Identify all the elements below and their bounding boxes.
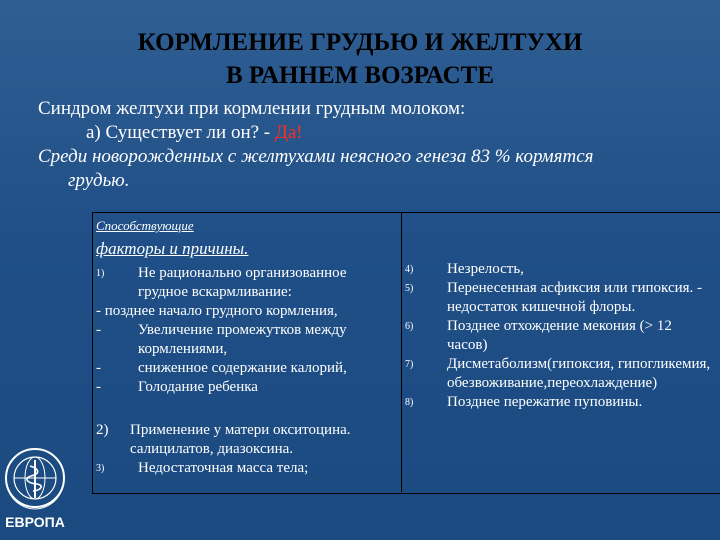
title-line-2: В РАННЕМ ВОЗРАСТЕ <box>225 62 495 89</box>
item-text: Голодание ребенка <box>138 379 258 395</box>
list-item <box>405 393 715 412</box>
item-text: Не рационально организованное грудное вскармливание: <box>138 265 347 300</box>
item-marker: - <box>96 322 101 338</box>
list-item <box>405 260 715 279</box>
item-marker: 6) <box>405 321 414 332</box>
item-text: Применение у матери окситоцина. салицилатов, диазоксина. <box>130 422 351 457</box>
item-marker: 5) <box>405 283 414 294</box>
item-text: Увеличение промежутков между кормлениями, <box>138 322 347 357</box>
item-marker: 7) <box>405 359 414 370</box>
item-text: сниженное содержание калорий, <box>138 360 347 376</box>
list-item <box>96 302 396 321</box>
who-emblem-icon <box>4 446 66 512</box>
list-item <box>96 378 396 397</box>
item-marker: 3) <box>96 463 105 474</box>
list-item <box>96 264 396 302</box>
intro-text <box>38 97 698 193</box>
who-europe-logo <box>4 446 66 536</box>
intro-line-2 <box>38 121 698 145</box>
list-item <box>405 279 715 317</box>
logo-label: ЕВРОПА <box>5 514 65 530</box>
item-text: Позднее отхождение мекония (> 12 часов) <box>447 318 672 353</box>
intro-answer: Да! <box>274 122 303 143</box>
table-divider <box>401 212 402 492</box>
item-text: Незрелость, <box>447 261 524 277</box>
list-item <box>96 321 396 359</box>
item-text: Недостаточная масса тела; <box>138 460 309 476</box>
list-item <box>405 317 715 355</box>
intro-line-1: Синдром желтухи при кормлении грудным молоком: <box>38 98 466 119</box>
list-item <box>96 359 396 378</box>
left-heading-small: Способствующие <box>96 218 194 233</box>
list-item <box>96 459 396 478</box>
list-item <box>96 421 396 459</box>
item-marker: - <box>96 360 101 376</box>
item-marker: 4) <box>405 264 414 275</box>
item-text: - позднее начало грудного кормления, <box>96 303 338 319</box>
item-text: Позднее пережатие пуповины. <box>447 394 643 410</box>
title-line-1: КОРМЛЕНИЕ ГРУДЬЮ И ЖЕЛТУХИ <box>137 29 583 56</box>
list-item <box>405 355 715 393</box>
right-column <box>405 260 715 412</box>
item-text: Дисметаболизм(гипоксия, гипогликемия, обезвоживание,переохлаждение) <box>447 356 711 391</box>
left-column <box>96 218 396 478</box>
item-marker: 1) <box>96 268 105 279</box>
intro-line-4: грудью. <box>68 170 130 191</box>
intro-question: а) Существует ли он? - <box>86 122 275 143</box>
item-marker: - <box>96 379 101 395</box>
item-marker: 8) <box>405 397 414 408</box>
item-text: Перенесенная асфиксия или гипоксия. - недостаток кишечной флоры. <box>447 280 703 315</box>
left-heading-big: факторы и причины. <box>96 239 249 258</box>
slide-title <box>0 26 720 92</box>
intro-line-3: Среди новорожденных с желтухами неясного генеза 83 % кормятся <box>38 146 594 167</box>
item-marker: 2) <box>96 422 109 438</box>
